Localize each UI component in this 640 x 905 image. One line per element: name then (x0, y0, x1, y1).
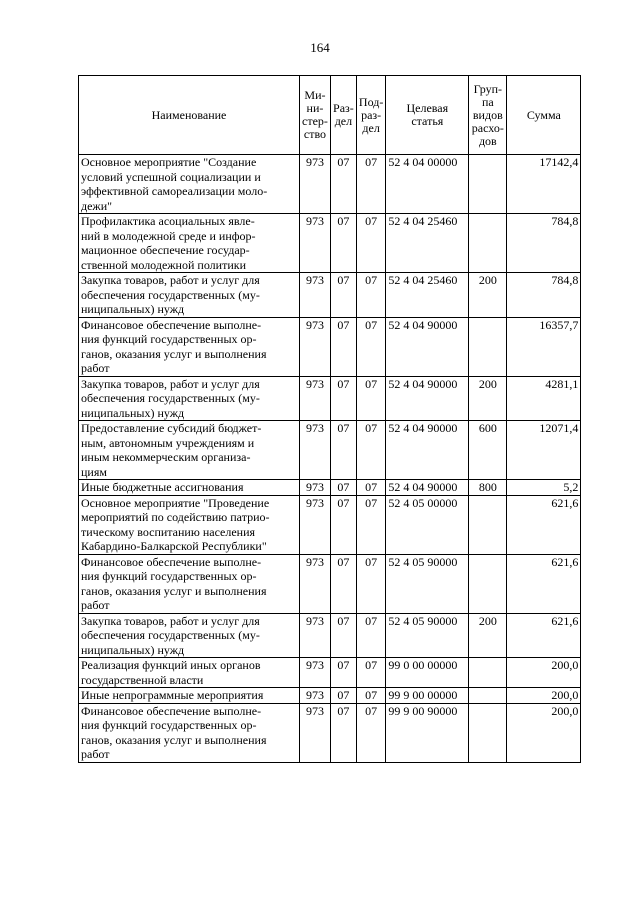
subsection-cell: 07 (356, 421, 385, 480)
expense-group-cell (469, 703, 507, 762)
section-cell: 07 (330, 688, 356, 704)
ministry-cell: 973 (300, 421, 331, 480)
target-article-cell: 99 0 00 00000 (386, 658, 469, 688)
sum-cell: 621,6 (507, 495, 581, 554)
name-cell: Иные бюджетные ассигнования (79, 480, 300, 496)
name-cell: Профилактика асоциальных явле- ний в молодежной среде и инфор- мационное обеспечение государ- ственной молодежной политики (79, 214, 300, 273)
table-row (79, 376, 581, 421)
target-article-cell: 52 4 04 90000 (386, 317, 469, 376)
name-cell: Закупка товаров, работ и услуг для обеспечения государственных (му- ниципальных) нужд (79, 376, 300, 421)
header-expense-group: Груп- па видов расхо- дов (469, 76, 507, 155)
sum-cell: 784,8 (507, 273, 581, 318)
section-cell: 07 (330, 421, 356, 480)
name-cell: Основное мероприятие "Создание условий успешной социализации и эффективной самореализации моло- дежи" (79, 155, 300, 214)
target-article-cell: 52 4 05 90000 (386, 613, 469, 658)
name-cell: Финансовое обеспечение выполне- ния функций государственных ор- ганов, оказания услуг и выполнения работ (79, 317, 300, 376)
table-row (79, 554, 581, 613)
target-article-cell: 52 4 04 90000 (386, 480, 469, 496)
subsection-cell: 07 (356, 703, 385, 762)
expense-group-cell (469, 155, 507, 214)
section-cell: 07 (330, 658, 356, 688)
table-row (79, 421, 581, 480)
expense-group-cell (469, 317, 507, 376)
sum-cell: 17142,4 (507, 155, 581, 214)
table-row (79, 703, 581, 762)
header-target-article: Целевая статья (386, 76, 469, 155)
name-cell: Закупка товаров, работ и услуг для обеспечения государственных (му- ниципальных) нужд (79, 613, 300, 658)
section-cell: 07 (330, 480, 356, 496)
name-cell: Предоставление субсидий бюджет- ным, автономным учреждениям и иным некоммерческим организа- циям (79, 421, 300, 480)
target-article-cell: 99 9 00 90000 (386, 703, 469, 762)
table-row (79, 480, 581, 496)
table-body (79, 155, 581, 763)
section-cell: 07 (330, 554, 356, 613)
expense-group-cell (469, 658, 507, 688)
subsection-cell: 07 (356, 214, 385, 273)
section-cell: 07 (330, 613, 356, 658)
table-row (79, 273, 581, 318)
ministry-cell: 973 (300, 480, 331, 496)
ministry-cell: 973 (300, 703, 331, 762)
target-article-cell: 52 4 05 90000 (386, 554, 469, 613)
page-number: 164 (310, 40, 330, 55)
name-cell: Финансовое обеспечение выполне- ния функций государственных ор- ганов, оказания услуг и выполнения работ (79, 554, 300, 613)
sum-cell: 5,2 (507, 480, 581, 496)
table-row (79, 495, 581, 554)
expense-group-cell (469, 495, 507, 554)
ministry-cell: 973 (300, 376, 331, 421)
table-row (79, 214, 581, 273)
ministry-cell: 973 (300, 273, 331, 318)
header-sum: Сумма (507, 76, 581, 155)
target-article-cell: 52 4 04 90000 (386, 376, 469, 421)
expense-group-cell (469, 554, 507, 613)
expense-group-cell: 200 (469, 613, 507, 658)
sum-cell: 16357,7 (507, 317, 581, 376)
table-row (79, 155, 581, 214)
ministry-cell: 973 (300, 495, 331, 554)
header-ministry: Ми- ни- стер- ство (300, 76, 331, 155)
ministry-cell: 973 (300, 554, 331, 613)
subsection-cell: 07 (356, 658, 385, 688)
section-cell: 07 (330, 317, 356, 376)
table-header-row (79, 76, 581, 155)
subsection-cell: 07 (356, 554, 385, 613)
target-article-cell: 52 4 05 00000 (386, 495, 469, 554)
name-cell: Финансовое обеспечение выполне- ния функций государственных ор- ганов, оказания услуг и выполнения работ (79, 703, 300, 762)
target-article-cell: 52 4 04 90000 (386, 421, 469, 480)
header-section: Раз- дел (330, 76, 356, 155)
subsection-cell: 07 (356, 495, 385, 554)
expense-group-cell (469, 688, 507, 704)
section-cell: 07 (330, 155, 356, 214)
header-name: Наименование (79, 76, 300, 155)
ministry-cell: 973 (300, 155, 331, 214)
ministry-cell: 973 (300, 688, 331, 704)
section-cell: 07 (330, 376, 356, 421)
expense-group-cell: 600 (469, 421, 507, 480)
budget-table (78, 75, 581, 763)
sum-cell: 621,6 (507, 554, 581, 613)
table-row (79, 658, 581, 688)
section-cell: 07 (330, 214, 356, 273)
subsection-cell: 07 (356, 613, 385, 658)
subsection-cell: 07 (356, 317, 385, 376)
ministry-cell: 973 (300, 214, 331, 273)
ministry-cell: 973 (300, 613, 331, 658)
sum-cell: 621,6 (507, 613, 581, 658)
target-article-cell: 52 4 04 25460 (386, 273, 469, 318)
name-cell: Реализация функций иных органов государственной власти (79, 658, 300, 688)
expense-group-cell: 200 (469, 376, 507, 421)
subsection-cell: 07 (356, 480, 385, 496)
sum-cell: 200,0 (507, 658, 581, 688)
ministry-cell: 973 (300, 658, 331, 688)
name-cell: Основное мероприятие "Проведение мероприятий по содействию патрио- тическому воспитанию населения Кабардино-Балкарской Республики" (79, 495, 300, 554)
sum-cell: 200,0 (507, 703, 581, 762)
subsection-cell: 07 (356, 273, 385, 318)
subsection-cell: 07 (356, 155, 385, 214)
expense-group-cell (469, 214, 507, 273)
expense-group-cell: 800 (469, 480, 507, 496)
target-article-cell: 52 4 04 00000 (386, 155, 469, 214)
name-cell: Иные непрограммные мероприятия (79, 688, 300, 704)
table-row (79, 688, 581, 704)
table-row (79, 317, 581, 376)
subsection-cell: 07 (356, 688, 385, 704)
header-subsection: Под- раз- дел (356, 76, 385, 155)
sum-cell: 4281,1 (507, 376, 581, 421)
section-cell: 07 (330, 495, 356, 554)
target-article-cell: 99 9 00 00000 (386, 688, 469, 704)
ministry-cell: 973 (300, 317, 331, 376)
sum-cell: 12071,4 (507, 421, 581, 480)
section-cell: 07 (330, 703, 356, 762)
subsection-cell: 07 (356, 376, 385, 421)
target-article-cell: 52 4 04 25460 (386, 214, 469, 273)
sum-cell: 200,0 (507, 688, 581, 704)
sum-cell: 784,8 (507, 214, 581, 273)
section-cell: 07 (330, 273, 356, 318)
name-cell: Закупка товаров, работ и услуг для обеспечения государственных (му- ниципальных) нужд (79, 273, 300, 318)
table-row (79, 613, 581, 658)
expense-group-cell: 200 (469, 273, 507, 318)
